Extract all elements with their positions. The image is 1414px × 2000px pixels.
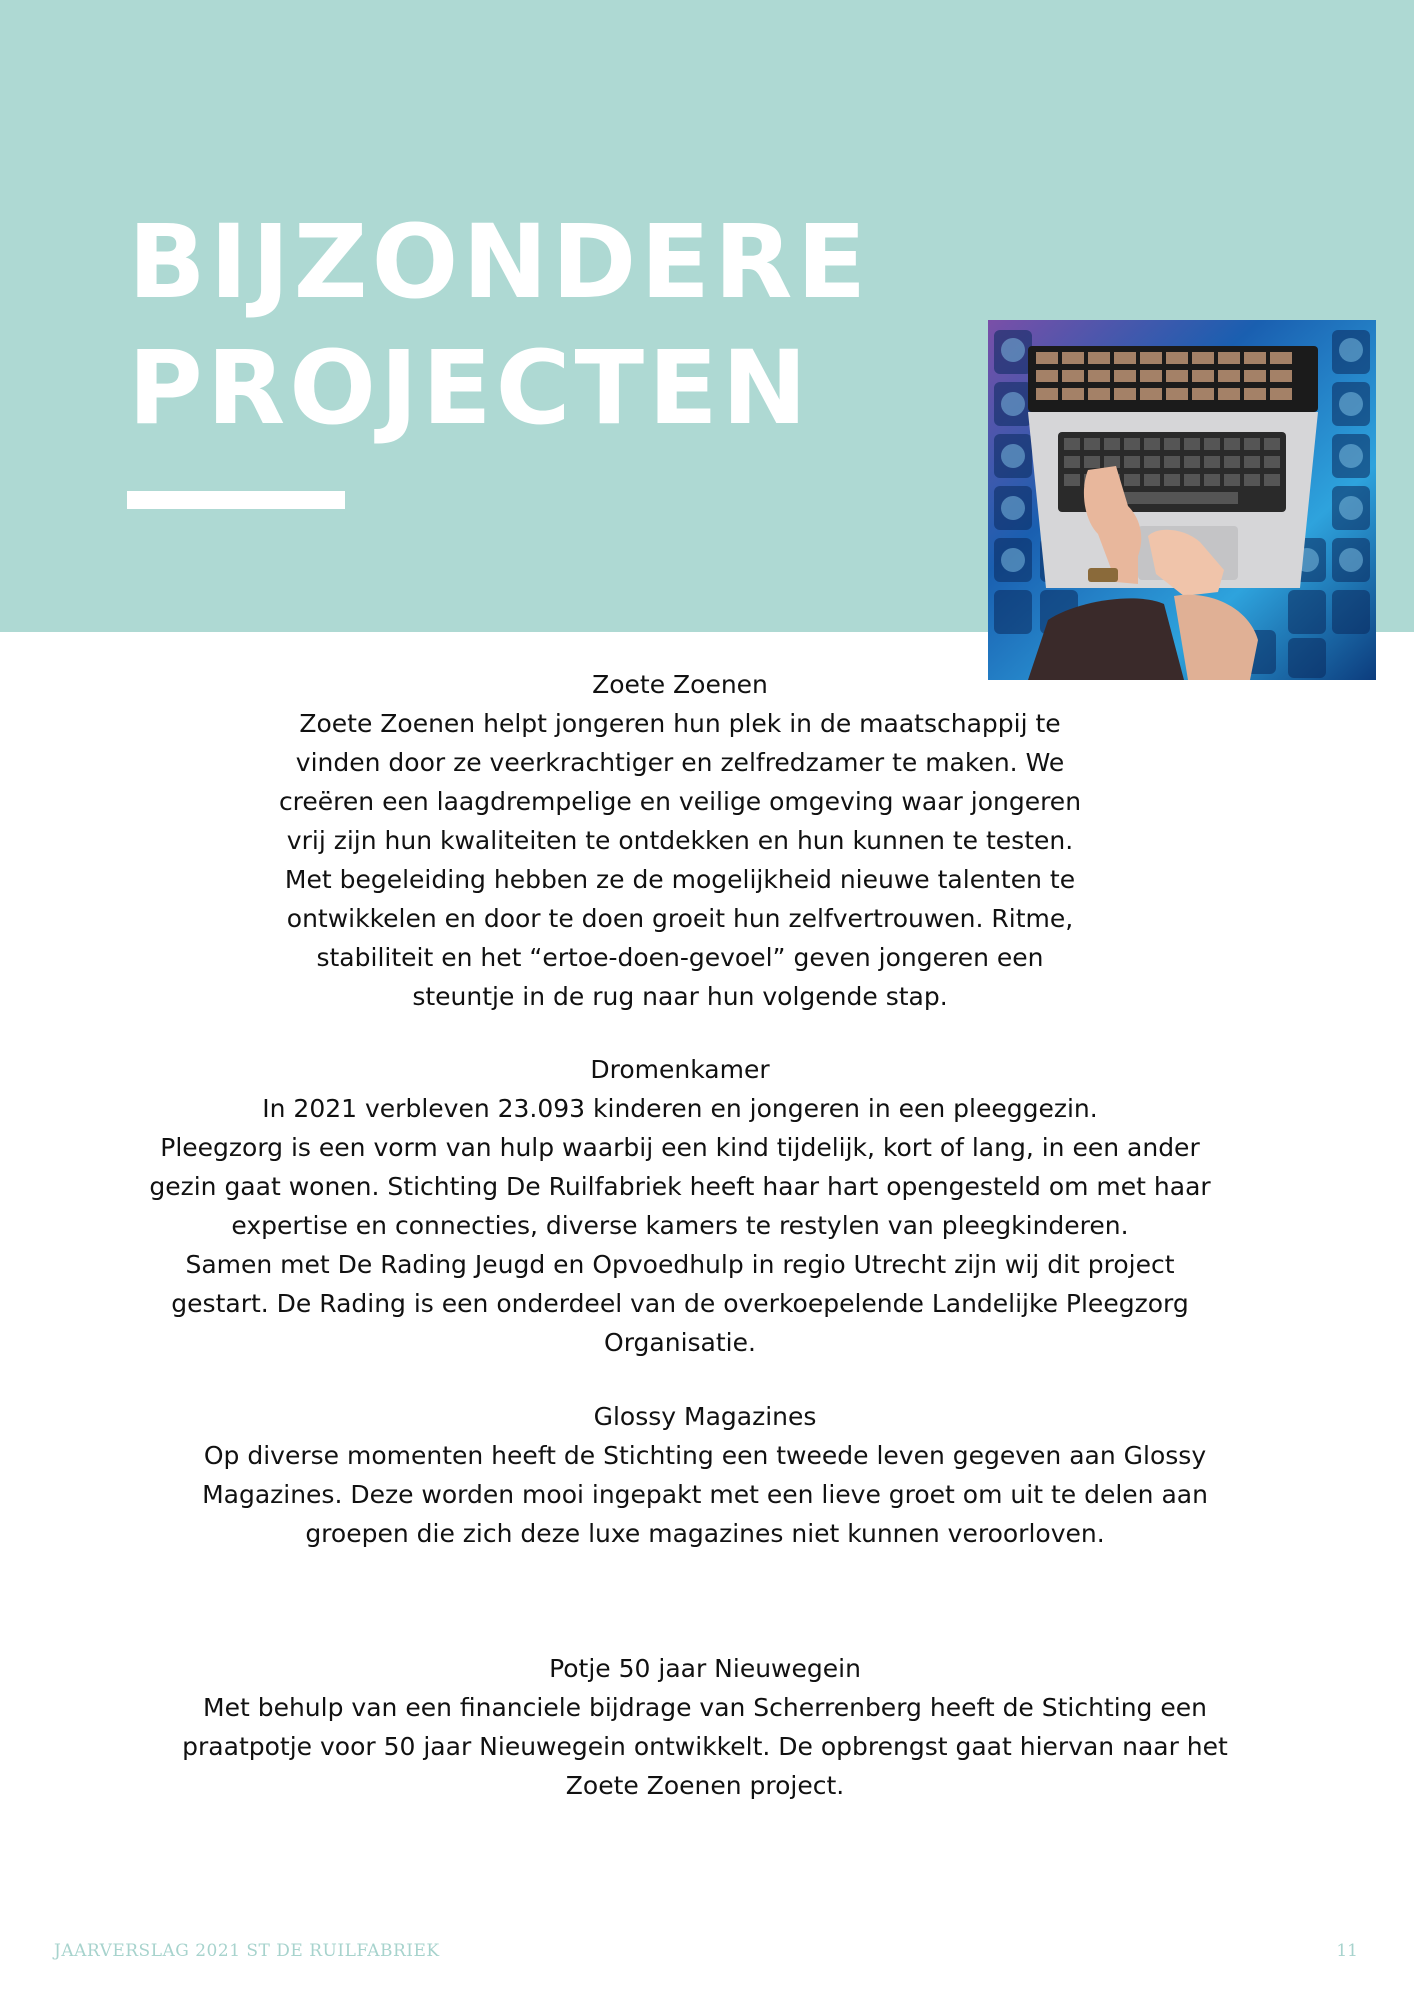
title-underline xyxy=(127,491,345,509)
section-heading: Glossy Magazines xyxy=(593,1402,817,1431)
body-line: groepen die zich deze luxe magazines niet kunnen veroorloven. xyxy=(305,1519,1105,1548)
body-line: creëren een laagdrempelige en veilige omgeving waar jongeren xyxy=(278,787,1082,816)
body-line: vrij zijn hun kwaliteiten te ontdekken en hun kunnen te testen. xyxy=(286,826,1074,855)
section-body xyxy=(180,704,1180,1016)
section-heading: Zoete Zoenen xyxy=(592,670,768,699)
body-line: Organisatie. xyxy=(604,1328,756,1357)
body-line: Met begeleiding hebben ze de mogelijkheid nieuwe talenten te xyxy=(284,865,1076,894)
body-line: Met behulp van een financiele bijdrage van Scherrenberg heeft de Stichting een xyxy=(203,1693,1207,1722)
body-line: expertise en connecties, diverse kamers te restylen van pleegkinderen. xyxy=(231,1211,1129,1240)
laptop-video-call-illustration xyxy=(988,320,1376,680)
body-line: ontwikkelen en door te doen groeit hun zelfvertrouwen. Ritme, xyxy=(286,904,1074,933)
body-line: gestart. De Rading is een onderdeel van de overkoepelende Landelijke Pleegzorg xyxy=(171,1289,1189,1318)
page-title xyxy=(128,200,870,452)
body-line: gezin gaat wonen. Stichting De Ruilfabriek heeft haar hart opengesteld om met haar xyxy=(149,1172,1211,1201)
body-line: In 2021 verbleven 23.093 kinderen en jongeren in een pleeggezin. xyxy=(262,1094,1098,1123)
section-zoete-zoenen xyxy=(180,665,1180,1016)
section-body xyxy=(40,1089,1320,1362)
section-potje-50-jaar-nieuwegein xyxy=(60,1649,1350,1805)
body-line: Pleegzorg is een vorm van hulp waarbij een kind tijdelijk, kort of lang, in een ander xyxy=(160,1133,1200,1162)
section-glossy-magazines xyxy=(90,1397,1320,1553)
body-line: vinden door ze veerkrachtiger en zelfredzamer te maken. We xyxy=(295,748,1065,777)
section-body xyxy=(90,1436,1320,1553)
body-line: Magazines. Deze worden mooi ingepakt met een lieve groet om uit te delen aan xyxy=(202,1480,1208,1509)
body-line: praatpotje voor 50 jaar Nieuwegein ontwikkelt. De opbrengst gaat hiervan naar het xyxy=(182,1732,1228,1761)
section-heading: Dromenkamer xyxy=(590,1055,770,1084)
footer-page-number: 11 xyxy=(1336,1941,1358,1961)
body-line: steuntje in de rug naar hun volgende stap. xyxy=(412,982,948,1011)
page-title-line-1: BIJZONDERE xyxy=(128,203,871,322)
body-line: stabiliteit en het “ertoe-doen-gevoel” geven jongeren een xyxy=(316,943,1044,972)
footer-report-title: JAARVERSLAG 2021 ST DE RUILFABRIEK xyxy=(54,1941,440,1961)
section-body xyxy=(60,1688,1350,1805)
body-line: Samen met De Rading Jeugd en Opvoedhulp in regio Utrecht zijn wij dit project xyxy=(185,1250,1175,1279)
body-line: Zoete Zoenen helpt jongeren hun plek in de maatschappij te xyxy=(299,709,1061,738)
body-line: Op diverse momenten heeft de Stichting een tweede leven gegeven aan Glossy xyxy=(203,1441,1207,1470)
section-dromenkamer xyxy=(40,1050,1320,1362)
section-heading: Potje 50 jaar Nieuwegein xyxy=(549,1654,861,1683)
hero-image-laptop-faces xyxy=(988,320,1376,680)
page-title-line-2: PROJECTEN xyxy=(128,329,812,448)
body-line: Zoete Zoenen project. xyxy=(565,1771,845,1800)
